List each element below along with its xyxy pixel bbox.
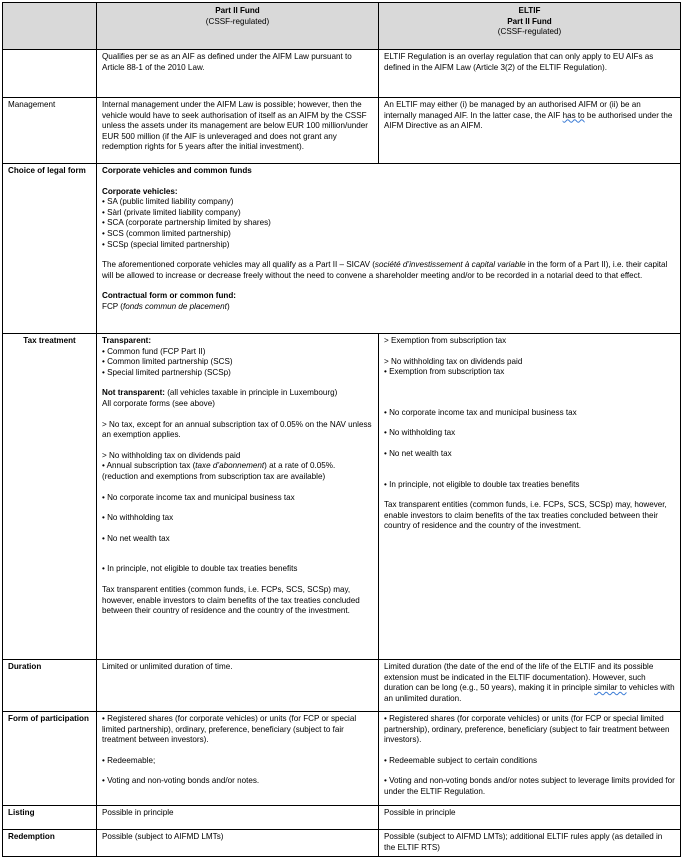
text: • Voting and non-voting bonds and/or notes subject to leverage limits provided for under the ELTIF Regulation. — [384, 776, 675, 796]
list-item: • SA (public limited liability company) — [102, 197, 234, 207]
text: > No withholding tax on dividends paid — [102, 450, 241, 460]
list-item: • SCA (corporate partnership limited by shares) — [102, 218, 271, 228]
row-label: Management — [3, 98, 97, 164]
row-redemption — [3, 830, 681, 857]
text: FCP ( — [102, 301, 123, 311]
comparison-table — [2, 2, 681, 857]
fcp-line — [102, 302, 675, 313]
list-item: • Common fund (FCP Part II) — [102, 346, 206, 356]
cell-eltif — [379, 712, 681, 806]
text: in the form of a Part II), i.e. their capital will be allowed to increase or decrease freely without the need to convene a shareholder meeting and/or to be recorded in a notarial deed to that effect. — [102, 260, 668, 280]
text: • Annual subscription tax ( — [102, 461, 196, 471]
row-label — [3, 50, 97, 98]
header-eltif-title: ELTIF — [518, 6, 541, 15]
text: Tax transparent entities (common funds, i.e. FCPs, SCS, SCSp) may, however, enable investors to claim benefits of the tax treaties concluded between their country of residence and the country of the investment. — [384, 500, 667, 531]
corporate-heading: Corporate vehicles: — [102, 186, 178, 196]
contractual-heading: Contractual form or common fund: — [102, 291, 236, 301]
text: • Registered shares (for corporate vehicles) or units (for FCP or special limited partnership), ordinary, preference, beneficiary (subject to fair treatment between investors). — [102, 714, 357, 745]
header-eltif — [379, 3, 681, 50]
row-label: Choice of legal form — [3, 164, 97, 334]
header-part2-subtitle: (CSSF-regulated) — [205, 16, 270, 26]
cell-eltif: Possible (subject to AIFMD LMTs); additional ELTIF rules apply (as detailed in the ELTIF RTS) — [379, 830, 681, 857]
header-part2-title: Part II Fund — [215, 6, 260, 15]
text: • No corporate income tax and municipal business tax — [384, 407, 577, 417]
sicav-paragraph — [102, 260, 675, 281]
text: ) — [226, 301, 230, 311]
header-eltif-subtitle: (CSSF-regulated) — [497, 27, 562, 37]
text-italic: société d’investissement à capital variable — [374, 260, 526, 270]
row-legal-form — [3, 164, 681, 334]
text-italic: fonds commun de placement — [123, 301, 227, 311]
text: • No net wealth tax — [102, 533, 170, 543]
text: (all vehicles taxable in principle in Luxembourg) — [164, 388, 338, 398]
cell-part2: Possible in principle — [97, 806, 379, 830]
row-duration — [3, 660, 681, 712]
cell-eltif: Possible in principle — [379, 806, 681, 830]
cell-part2: Internal management under the AIFM Law is possible; however, then the vehicle would have to seek authorisation of itself as an AIFM by the CSSF unless the assets under its management are below EUR 100 million/under EUR 500 million (if the AIF is unleveraged and does not grant any redemption rights for 5 years after the initial investment). — [97, 98, 379, 164]
cell-part2: Qualifies per se as an AIF as defined under the AIFM Law pursuant to Article 88-1 of the 2010 Law. — [97, 50, 379, 98]
cell-part2 — [97, 712, 379, 806]
header-part2-fund — [97, 3, 379, 50]
row-tax-treatment — [3, 334, 681, 660]
text-underlined: has to — [562, 110, 585, 120]
text: • No net wealth tax — [384, 448, 452, 458]
text-italic: taxe d’abonnement — [195, 461, 265, 471]
cell-legal-form — [97, 164, 681, 334]
header-empty-cell — [3, 3, 97, 50]
text: • No withholding tax — [102, 513, 174, 523]
text: • No withholding tax — [384, 428, 456, 438]
row-form-of-participation — [3, 712, 681, 806]
legal-heading: Corporate vehicles and common funds — [102, 166, 252, 175]
text: • Redeemable; — [102, 755, 156, 765]
text: vehicles with an unlimited duration. — [384, 683, 675, 703]
annual-tax-line — [102, 461, 373, 482]
cell-eltif — [379, 98, 681, 164]
row-listing — [3, 806, 681, 830]
text: • In principle, not eligible to double tax treaties benefits — [384, 479, 580, 489]
text: An ELTIF may either (i) be managed by an authorised AIFM or (ii) be an internally managed AIF. In the latter case, the AIF — [384, 100, 641, 120]
text: > No tax, except for an annual subscription tax of 0.05% on the NAV unless an exemption applies. — [102, 419, 372, 440]
cell-eltif: ELTIF Regulation is an overlay regulation that can only apply to EU AIFs as defined in the AIFM Law (Article 3(2) of the ELTIF Regulation). — [379, 50, 681, 98]
text: > No withholding tax on dividends paid — [384, 356, 523, 366]
cell-eltif — [379, 660, 681, 712]
text-underlined: similar to — [594, 683, 627, 693]
text: • Exemption from subscription tax — [384, 367, 505, 377]
transparent-heading: Transparent: — [102, 336, 152, 345]
text: be authorised under the AIFM Directive as an AIFM. — [384, 110, 673, 131]
row-label: Tax treatment — [3, 334, 97, 660]
row-management — [3, 98, 681, 164]
row-label: Listing — [3, 806, 97, 830]
list-item: • SCS (common limited partnership) — [102, 228, 231, 238]
text: All corporate forms (see above) — [102, 398, 215, 408]
text: • In principle, not eligible to double tax treaties benefits — [102, 564, 298, 574]
not-transparent-line — [102, 388, 373, 399]
list-item: • Sàrl (private limited liability company) — [102, 207, 241, 217]
text: • Registered shares (for corporate vehicles) or units (for FCP or special limited partnership), ordinary, preference, beneficiary (subject to fair treatment between investors). — [384, 714, 670, 745]
row-label: Form of participation — [3, 712, 97, 806]
cell-eltif — [379, 334, 681, 660]
list-item: • Special limited partnership (SCSp) — [102, 367, 231, 377]
header-eltif-title2: Part II Fund — [507, 16, 552, 26]
text-bold: Not transparent: — [102, 388, 165, 398]
cell-part2: Possible (subject to AIFMD LMTs) — [97, 830, 379, 857]
text: Limited duration (the date of the end of the life of the ELTIF and its possible extension must be indicated in the ELTIF documentation). However, such duration can be long (e.g., 50 years), making it in principle — [384, 662, 654, 693]
row-label: Duration — [3, 660, 97, 712]
cell-part2: Limited or unlimited duration of time. — [97, 660, 379, 712]
text: • Voting and non-voting bonds and/or notes. — [102, 776, 260, 786]
row-label: Redemption — [3, 830, 97, 857]
header-row — [3, 3, 681, 50]
text: Tax transparent entities (common funds, i.e. FCPs, SCS, SCSp) may, however, enable investors to claim benefits of the tax treaties concluded between their country of residence and the country of the investment. — [102, 584, 360, 616]
cell-part2 — [97, 334, 379, 660]
list-item: • SCSp (special limited partnership) — [102, 239, 230, 249]
text: > Exemption from subscription tax — [384, 336, 507, 345]
text: • Redeemable subject to certain conditions — [384, 755, 538, 765]
text: The aforementioned corporate vehicles may all qualify as a Part II – SICAV ( — [102, 260, 375, 270]
text: ) at a rate of 0.05%. (reduction and exemptions from subscription tax are available) — [102, 461, 336, 481]
list-item: • Common limited partnership (SCS) — [102, 357, 233, 367]
text: • No corporate income tax and municipal business tax — [102, 492, 295, 502]
row-qualification — [3, 50, 681, 98]
